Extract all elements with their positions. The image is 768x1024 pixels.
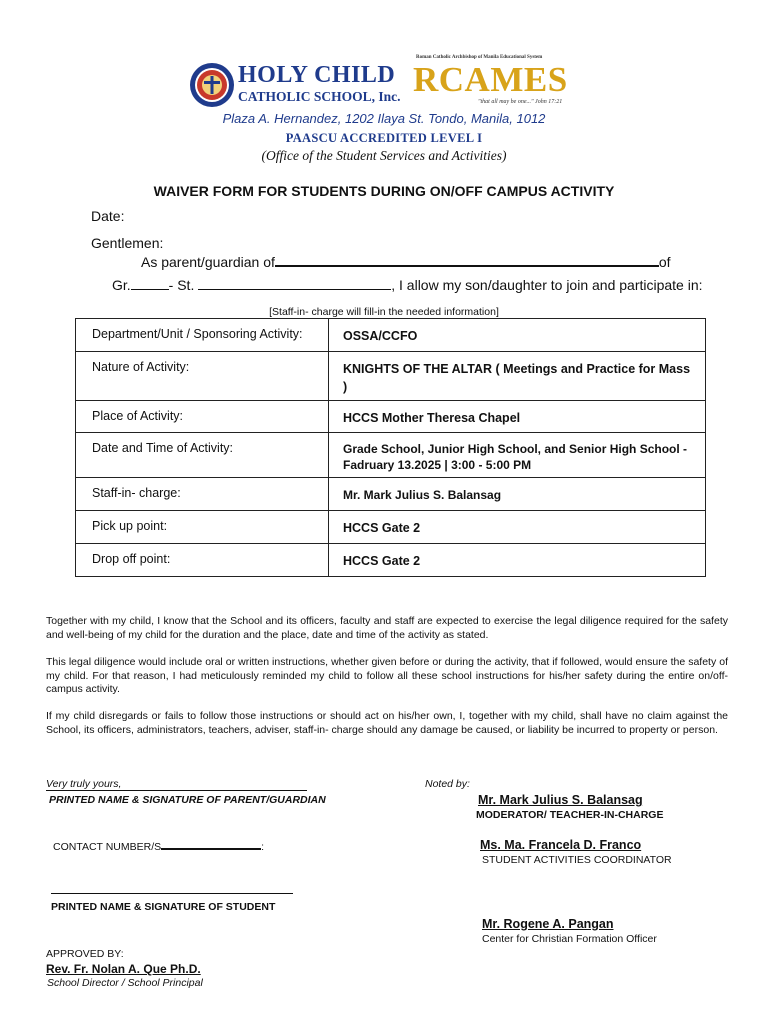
approver-role: School Director / School Principal [47, 977, 203, 989]
paragraph-instructions: This legal diligence would include oral or written instructions, whether given before or during the activity, that if followed, would ensure the safety of my child. For that reason, I had meticulously reminded my child to follow all these school instructions for his/her safety during the entire on/off-campus activity. [46, 656, 728, 695]
staff-note: [Staff-in- charge will fill-in the needed information] [269, 306, 499, 318]
noted-name-moderator: Mr. Mark Julius S. Balansag [478, 793, 643, 807]
school-name: HOLY CHILD [238, 62, 396, 88]
approved-by: APPROVED BY: [46, 948, 124, 960]
table-row [76, 401, 706, 433]
noted-name-coordinator: Ms. Ma. Francela D. Franco [480, 838, 642, 852]
very-truly [46, 778, 121, 790]
grade-prefix: Gr. [112, 277, 131, 293]
row-label: Pick up point: [76, 511, 329, 544]
row-value: HCCS Gate 2 [329, 511, 706, 544]
approver-name: Rev. Fr. Nolan A. Que Ph.D. [46, 962, 201, 976]
row-value: Mr. Mark Julius S. Balansag [329, 478, 706, 511]
noted-name-ccf-officer: Mr. Rogene A. Pangan [482, 917, 614, 931]
rcames-tagline: Roman Catholic Archbishop of Manila Educational System [416, 55, 543, 60]
parent-caption: PRINTED NAME & SIGNATURE OF PARENT/GUARDIAN [49, 794, 326, 806]
noted-role-moderator: MODERATOR/ TEACHER-IN-CHARGE [476, 809, 664, 821]
greeting: Gentlemen: [91, 235, 164, 251]
table-row [76, 544, 706, 577]
student-caption: PRINTED NAME & SIGNATURE OF STUDENT [51, 901, 276, 913]
grade-field[interactable] [131, 277, 169, 290]
contact-line [53, 839, 264, 853]
table-row [76, 319, 706, 352]
noted-by: Noted by: [425, 778, 470, 790]
allow-text: , I allow my son/daughter to join and participate in: [391, 277, 703, 293]
school-subtitle: CATHOLIC SCHOOL, Inc. [238, 89, 401, 104]
child-name-field[interactable] [275, 253, 659, 267]
office-name: (Office of the Student Services and Activities) [261, 148, 507, 163]
paragraph-diligence: Together with my child, I know that the School and its officers, faculty and staff are expected to exercise the legal diligence required for the safety and well-being of my child for the duration and the place, date and time of the activity as stated. [46, 615, 728, 641]
rcames-quote: "that all may be one..." John 17:21 [478, 99, 563, 105]
school-seal-icon [189, 62, 235, 108]
date-label: Date: [91, 208, 125, 224]
activity-table [75, 318, 706, 577]
row-value: KNIGHTS OF THE ALTAR ( Meetings and Practice for Mass ) [329, 352, 706, 401]
row-label: Place of Activity: [76, 401, 329, 433]
school-address: Plaza A. Hernandez, 1202 Ilaya St. Tondo, Manila, 1012 [222, 111, 546, 126]
paragraph-no-claim: If my child disregards or fails to follow those instructions or should act on his/her own, I, together with my child, shall have no claim against the School, its officers, administrators, teachers, adviser, staff-in- charge should any damage be caused, or liability be incurred to property or person. [46, 710, 728, 736]
table-row [76, 478, 706, 511]
very-truly-text: Very truly yours, [46, 778, 122, 790]
row-label: Staff-in- charge: [76, 478, 329, 511]
contact-suffix: : [261, 841, 265, 853]
row-value: OSSA/CCFO [329, 319, 706, 352]
row-label: Department/Unit / Sponsoring Activity: [76, 319, 329, 352]
rcames-logo: RCAMES [413, 60, 568, 99]
row-label: Nature of Activity: [76, 352, 329, 401]
contact-field[interactable] [161, 839, 261, 850]
table-row [76, 352, 706, 401]
section-field[interactable] [198, 277, 391, 290]
table-row [76, 511, 706, 544]
row-label: Drop off point: [76, 544, 329, 577]
row-value: Grade School, Junior High School, and Senior High School - Fadruary 13.2025 | 3:00 - 5:00 PM [329, 433, 706, 478]
row-value: HCCS Gate 2 [329, 544, 706, 577]
table-row [76, 433, 706, 478]
parent-suffix: of [658, 254, 671, 270]
parent-signature-line[interactable] [46, 790, 307, 791]
row-value: HCCS Mother Theresa Chapel [329, 401, 706, 433]
noted-role-ccf-officer: Center for Christian Formation Officer [482, 933, 657, 945]
contact-label: CONTACT NUMBER/S [53, 841, 162, 853]
form-title: WAIVER FORM FOR STUDENTS DURING ON/OFF CAMPUS ACTIVITY [153, 183, 615, 199]
grade-line [112, 277, 703, 293]
parent-line [141, 253, 671, 270]
section-label: - St. [168, 277, 195, 293]
noted-role-coordinator: STUDENT ACTIVITIES COORDINATOR [482, 854, 672, 866]
row-label: Date and Time of Activity: [76, 433, 329, 478]
accreditation: PAASCU ACCREDITED LEVEL I [285, 131, 483, 145]
parent-prefix: As parent/guardian of [141, 254, 275, 270]
student-signature-line[interactable] [51, 893, 293, 894]
